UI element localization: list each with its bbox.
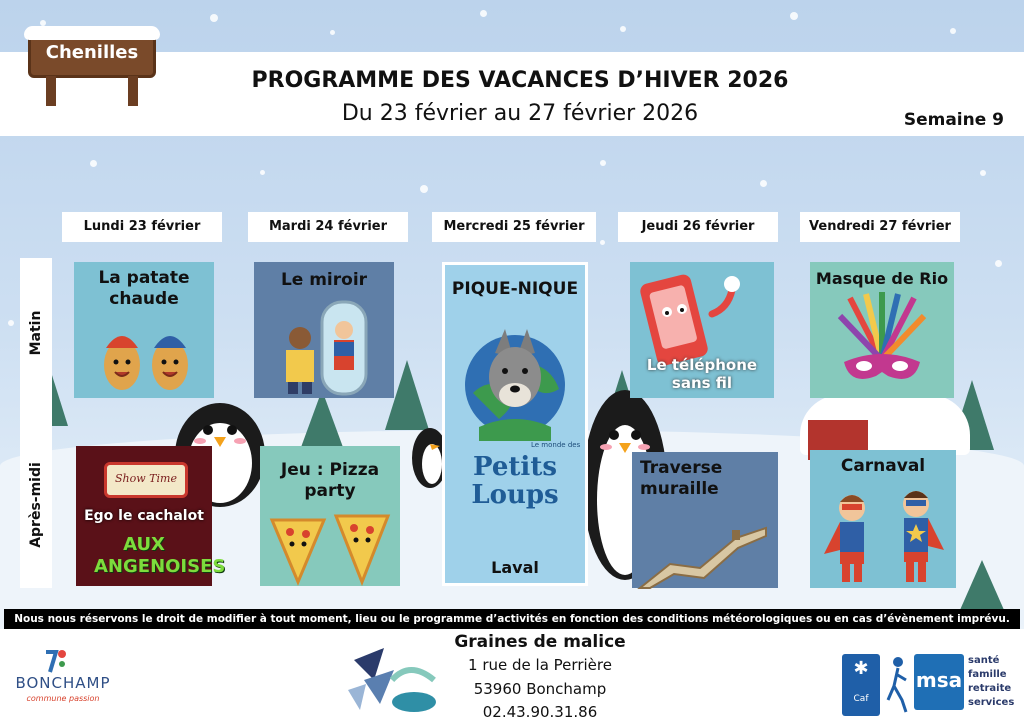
showtime-text: Show Time	[115, 472, 177, 485]
carnival-mask-icon	[830, 290, 934, 396]
day-header-monday: Lundi 23 février	[62, 212, 222, 242]
caf-label: Caf	[853, 694, 869, 704]
activity-title: PIQUE-NIQUE	[451, 279, 579, 299]
caf-logo	[842, 654, 880, 716]
side-label-afternoon: Après-midi	[28, 462, 44, 548]
msa-label: msa	[915, 668, 963, 692]
activity-title: Masque de Rio	[815, 269, 949, 288]
bonchamp-mark-icon	[44, 648, 68, 674]
organisation-name: Graines de malice	[454, 632, 626, 652]
day-header-friday: Vendredi 27 février	[800, 212, 960, 242]
activity-card-wednesday	[442, 262, 588, 586]
potato-icon	[96, 320, 196, 395]
group-sign	[28, 32, 156, 108]
week-label: Semaine 9	[903, 110, 1004, 130]
msa-line: retraite	[968, 683, 1012, 694]
bonchamp-logo	[8, 648, 128, 708]
msa-line: famille	[968, 669, 1007, 680]
activity-title: Traverse muraille	[640, 458, 723, 499]
address-line-1: 1 rue de la Perrière	[468, 656, 612, 674]
page-subtitle: Du 23 février au 27 février 2026	[341, 101, 699, 126]
msa-logo	[914, 654, 964, 710]
activity-subtitle: AUX ANGENOISES	[94, 534, 226, 577]
bonchamp-tagline: commune passion	[26, 694, 100, 703]
bonchamp-name: BONCHAMP	[15, 674, 111, 692]
side-label-morning: Matin	[28, 310, 44, 356]
activity-card-thursday-afternoon	[632, 452, 778, 588]
tree-icon	[300, 390, 344, 450]
activity-title: Jeu : Pizza party	[280, 460, 380, 501]
caf-snowflake-icon: ✱	[853, 658, 869, 679]
tree-icon	[960, 560, 1004, 610]
mirror-icon	[270, 298, 380, 398]
activity-title: Le téléphone sans fil	[646, 356, 758, 392]
day-header-wednesday: Mercredi 25 février	[432, 212, 596, 242]
wolf-globe-icon	[459, 323, 571, 443]
graines-de-malice-logo	[344, 640, 444, 720]
phone-icon	[640, 268, 760, 364]
phone-number: 02.43.90.31.86	[482, 703, 598, 721]
page-title: PROGRAMME DES VACANCES D’HIVER 2026	[251, 68, 789, 93]
running-figure-icon	[884, 656, 910, 714]
superheroes-icon	[816, 484, 952, 588]
day-header-tuesday: Mardi 24 février	[248, 212, 408, 242]
activity-card-friday-morning	[810, 262, 954, 398]
activity-title: La patate chaude	[98, 268, 190, 309]
activity-title: Carnaval	[840, 456, 926, 476]
activity-place: Laval	[491, 558, 539, 577]
logo-main-text: Petits Loups	[471, 452, 559, 510]
logo-top-text: Le monde des	[531, 441, 581, 449]
msa-tagline	[968, 654, 1022, 710]
sign-post	[128, 76, 138, 106]
disclaimer-banner: Nous nous réservons le droit de modifier à tout moment, lieu ou le programme d’activités en fonction des conditions météorologiques ou en cas d’évènement imprévu.	[4, 609, 1020, 629]
activity-card-tuesday-morning	[254, 262, 394, 398]
activity-card-monday-afternoon	[76, 446, 226, 586]
sign-snowcap	[24, 26, 160, 40]
activity-card-monday-morning	[74, 262, 214, 398]
pizza-icon	[266, 512, 394, 584]
activity-card-tuesday-afternoon	[260, 446, 400, 586]
msa-line: services	[968, 697, 1015, 708]
address-line-2: 53960 Bonchamp	[473, 680, 607, 698]
group-name: Chenilles	[45, 42, 139, 63]
msa-line: santé	[968, 655, 1000, 666]
great-wall-icon	[640, 508, 770, 588]
day-header-thursday: Jeudi 26 février	[618, 212, 778, 242]
activity-title: Le miroir	[280, 270, 368, 290]
sign-post	[46, 76, 56, 106]
activity-card-friday-afternoon	[810, 450, 956, 588]
activity-card-thursday-morning	[630, 262, 774, 398]
activity-title: Ego le cachalot	[84, 508, 204, 524]
